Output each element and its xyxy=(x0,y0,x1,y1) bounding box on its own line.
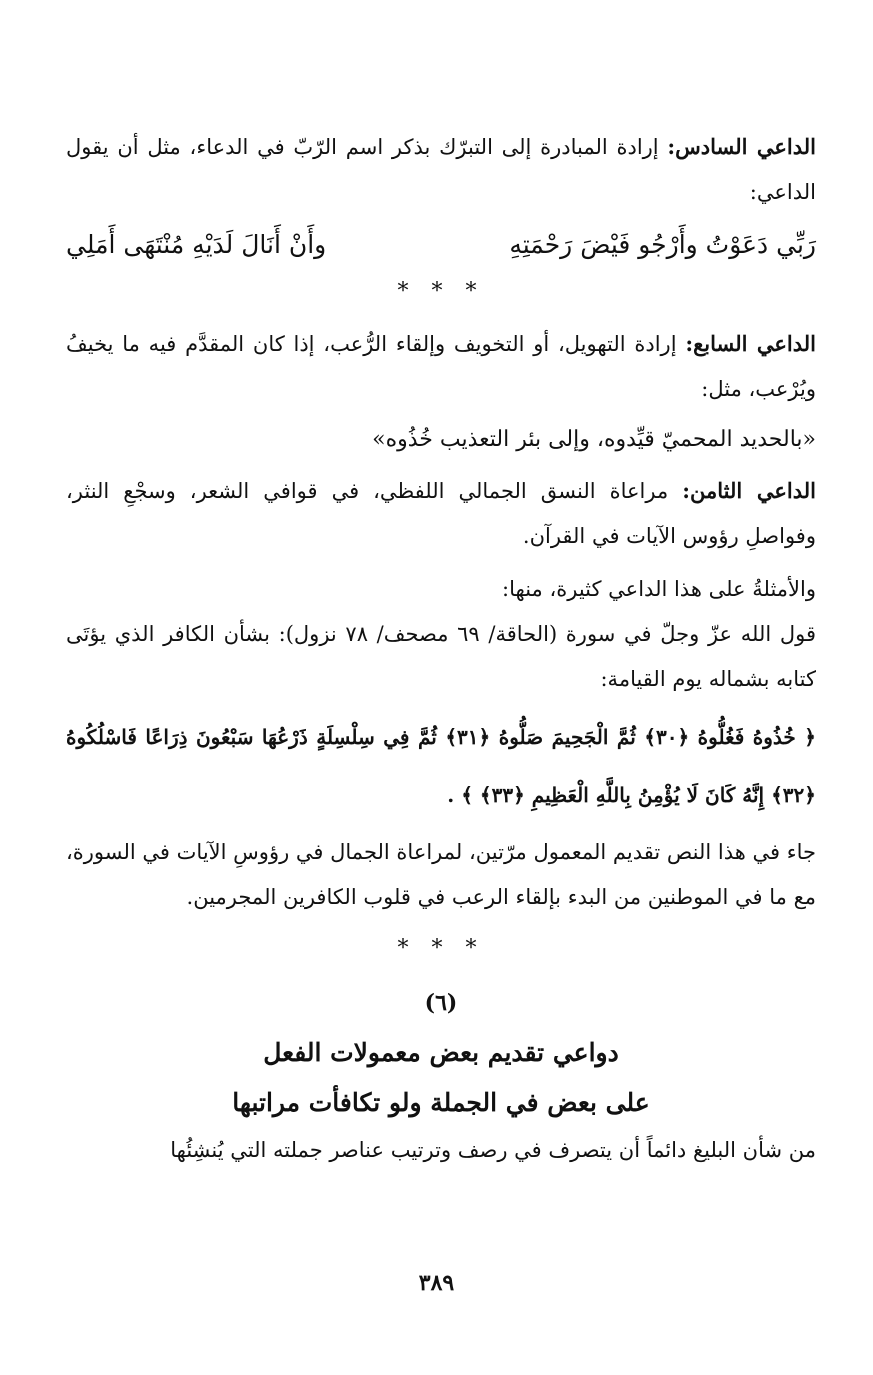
paragraph-eighth-motive xyxy=(66,468,816,559)
paragraph-seventh-motive xyxy=(66,321,816,412)
page-body xyxy=(66,124,816,1173)
poem-second-hemistich: وأَنْ أَنَالَ لَدَيْهِ مُنْتَهَى أَمَلِي xyxy=(66,230,327,259)
paragraph-quran-intro: قول الله عزّ وجلّ في سورة (الحاقة/ ٦٩ مصحف/ ٧٨ نزول): بشأن الكافر الذي يؤتَى كتابه بشماله يوم القيامة: xyxy=(66,622,816,691)
example-quote: «بالحديد المحميّ قيِّدوه، وإلى بئر التعذيب خُذُوه» xyxy=(372,427,816,452)
paragraph-section-intro: من شأن البليغ دائماً أن يتصرف في رصف وترتيب عناصر جملته التي يُنشِئُها xyxy=(170,1138,816,1162)
poem-verse xyxy=(66,219,816,271)
paragraph-sixth-motive xyxy=(66,124,816,215)
section-number: (٦) xyxy=(424,990,458,1016)
motive-label: الداعي الثامن: xyxy=(682,478,816,503)
poem-first-hemistich: رَبِّي دَعَوْتُ وأَرْجُو فَيْضَ رَحْمَتِهِ xyxy=(509,230,816,259)
separator-stars: * * * xyxy=(397,279,485,304)
paragraph-commentary: جاء في هذا النص تقديم المعمول مرّتين، لمراعاة الجمال في رؤوسِ الآيات في السورة، مع ما في الموطنين من البدء بإلقاء الرعب في قلوب الكافرين المجرمين. xyxy=(66,840,816,909)
quran-verse: ﴿ خُذُوهُ فَغُلُّوهُ ﴿٣٠﴾ ثُمَّ الْجَحِيمَ صَلُّوهُ ﴿٣١﴾ ثُمَّ فِي سِلْسِلَةٍ ذَرْعُهَا سَبْعُونَ ذِرَاعًا فَاسْلُكُوهُ ﴿٣٢﴾ إِنَّهُ كَانَ لَا يُؤْمِنُ بِاللَّهِ الْعَظِيمِ ﴿٣٣﴾ ﴾ . xyxy=(66,725,816,807)
separator-stars: * * * xyxy=(397,936,485,961)
page-number: ٣٨٩ xyxy=(418,1270,455,1296)
section-title-line2: على بعض في الجملة ولو تكافأت مراتبها xyxy=(232,1088,650,1117)
motive-text: إرادة المبادرة إلى التبرّك بذكر اسم الرّبّ في الدعاء، مثل أن يقول الداعي: xyxy=(66,135,816,204)
paragraph-examples-intro: والأمثلةُ على هذا الداعي كثيرة، منها: xyxy=(502,577,816,601)
section-title-line1: دواعي تقديم بعض معمولات الفعل xyxy=(263,1038,619,1067)
motive-text: إرادة التهويل، أو التخويف وإلقاء الرُّعب، إذا كان المقدَّم فيه ما يخيفُ ويُرْعب، مثل: xyxy=(66,332,816,401)
motive-label: الداعي السادس: xyxy=(667,134,816,159)
motive-label: الداعي السابع: xyxy=(685,331,817,356)
motive-text: مراعاة النسق الجمالي اللفظي، في قوافي الشعر، وسجْعِ النثر، وفواصلِ رؤوس الآيات في القرآن. xyxy=(66,479,816,548)
